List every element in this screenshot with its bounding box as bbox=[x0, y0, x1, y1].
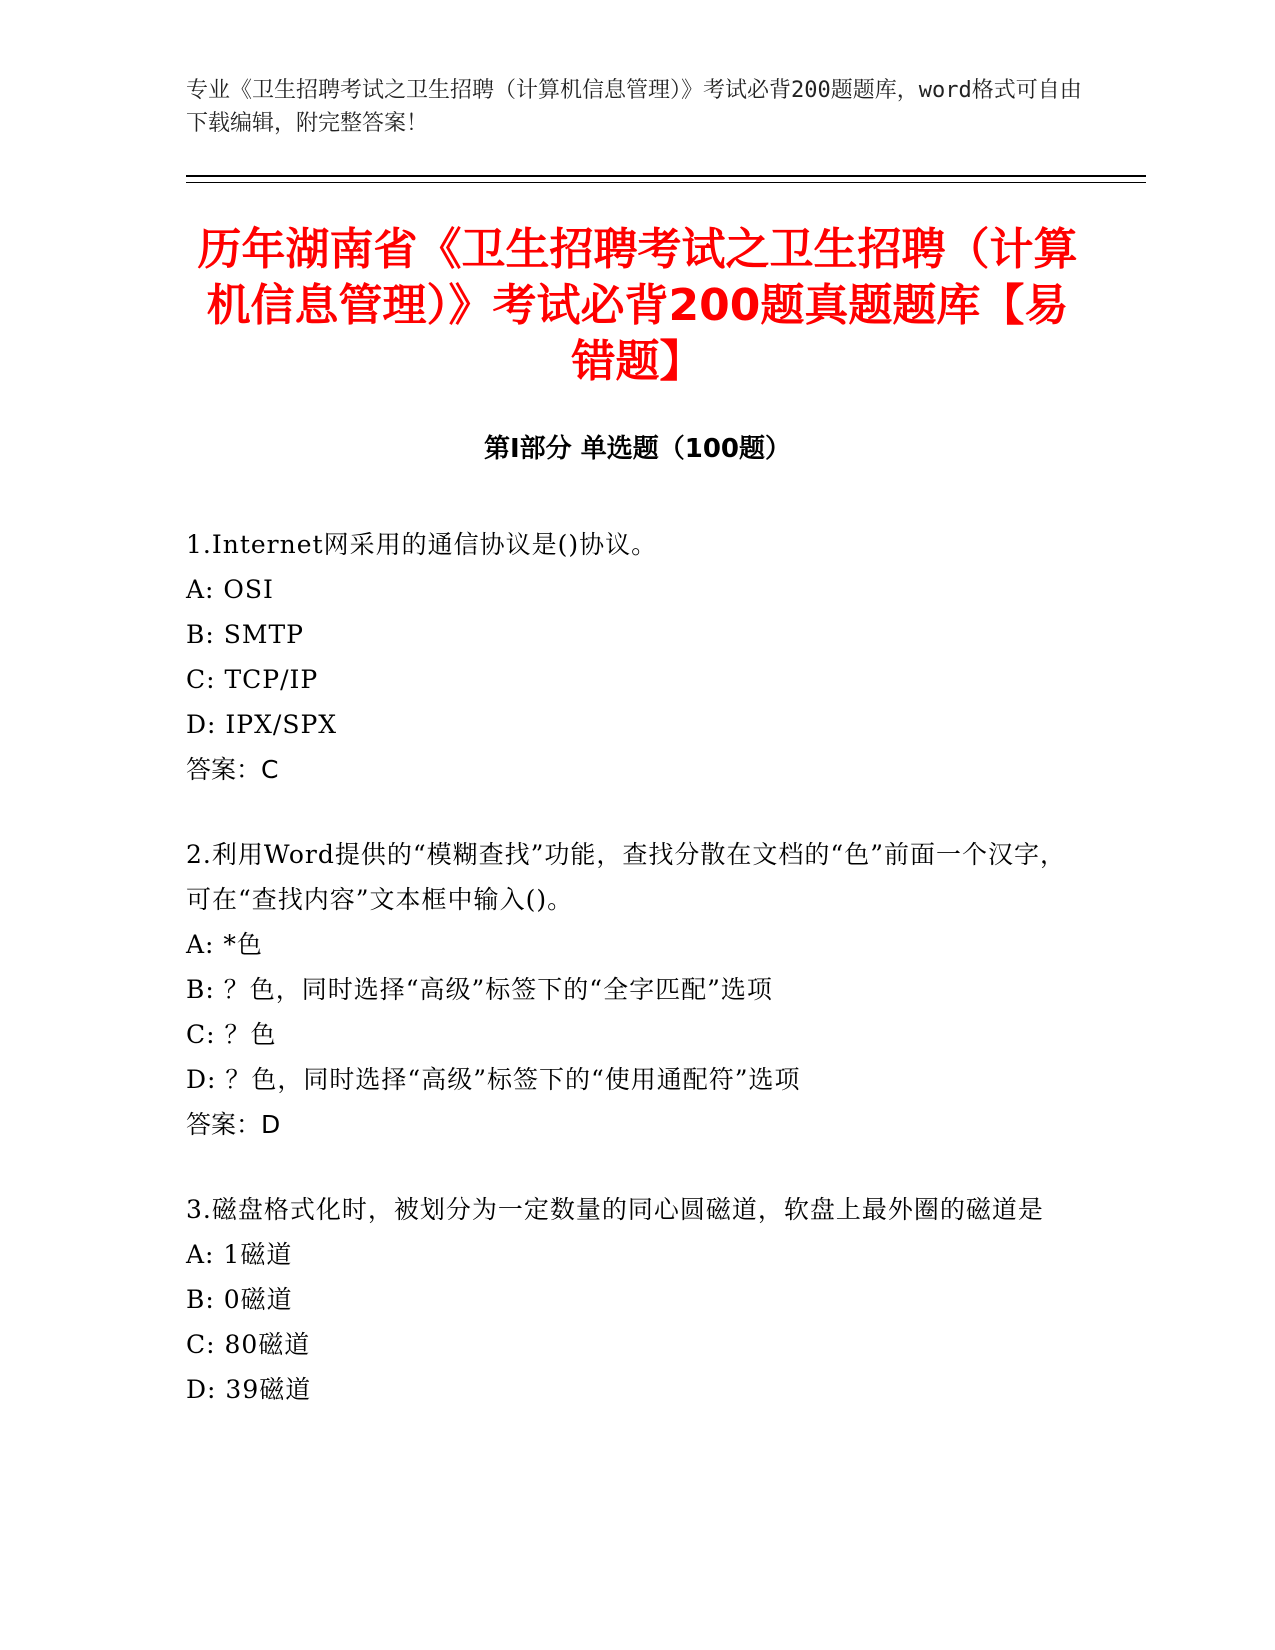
option-b: B: SMTP bbox=[186, 620, 304, 649]
option-c: C: 80磁道 bbox=[186, 1330, 311, 1359]
question-list bbox=[186, 522, 1066, 1452]
option-a: A: 1磁道 bbox=[186, 1240, 293, 1269]
question-stem: 3.磁盘格式化时，被划分为一定数量的同心圆磁道，软盘上最外圈的磁道是 bbox=[186, 1195, 1044, 1224]
question-stem: 2.利用Word提供的“模糊查找”功能，查找分散在文档的“色”前面一个汉字，可在“查找内容”文本框中输入()。 bbox=[186, 840, 1066, 914]
header-note: 专业《卫生招聘考试之卫生招聘（计算机信息管理）》考试必背200题题库，word格式可自由下载编辑，附完整答案！ bbox=[186, 78, 1082, 136]
option-d: D: IPX/SPX bbox=[186, 710, 338, 739]
option-a: A: OSI bbox=[186, 575, 274, 604]
option-c: C: TCP/IP bbox=[186, 665, 319, 694]
document-title: 历年湖南省《卫生招聘考试之卫生招聘（计算机信息管理）》考试必背200题真题题库【易错题】 bbox=[197, 224, 1078, 387]
answer: 答案：C bbox=[186, 755, 279, 784]
option-d: D: 39磁道 bbox=[186, 1375, 312, 1404]
section-title: 第I部分 单选题（100题） bbox=[484, 434, 791, 464]
option-d: D: ？色，同时选择“高级”标签下的“使用通配符”选项 bbox=[186, 1065, 801, 1094]
option-c: C: ？色 bbox=[186, 1020, 277, 1049]
option-b: B: ？色，同时选择“高级”标签下的“全字匹配”选项 bbox=[186, 975, 773, 1004]
header-divider-thin bbox=[186, 182, 1146, 183]
question-1 bbox=[186, 522, 1066, 792]
answer: 答案：D bbox=[186, 1110, 281, 1139]
question-stem: 1.Internet网采用的通信协议是()协议。 bbox=[186, 530, 658, 559]
header-divider-thick bbox=[186, 175, 1146, 177]
question-3 bbox=[186, 1187, 1066, 1412]
option-a: A: *色 bbox=[186, 930, 263, 959]
option-b: B: 0磁道 bbox=[186, 1285, 293, 1314]
question-2 bbox=[186, 832, 1066, 1147]
